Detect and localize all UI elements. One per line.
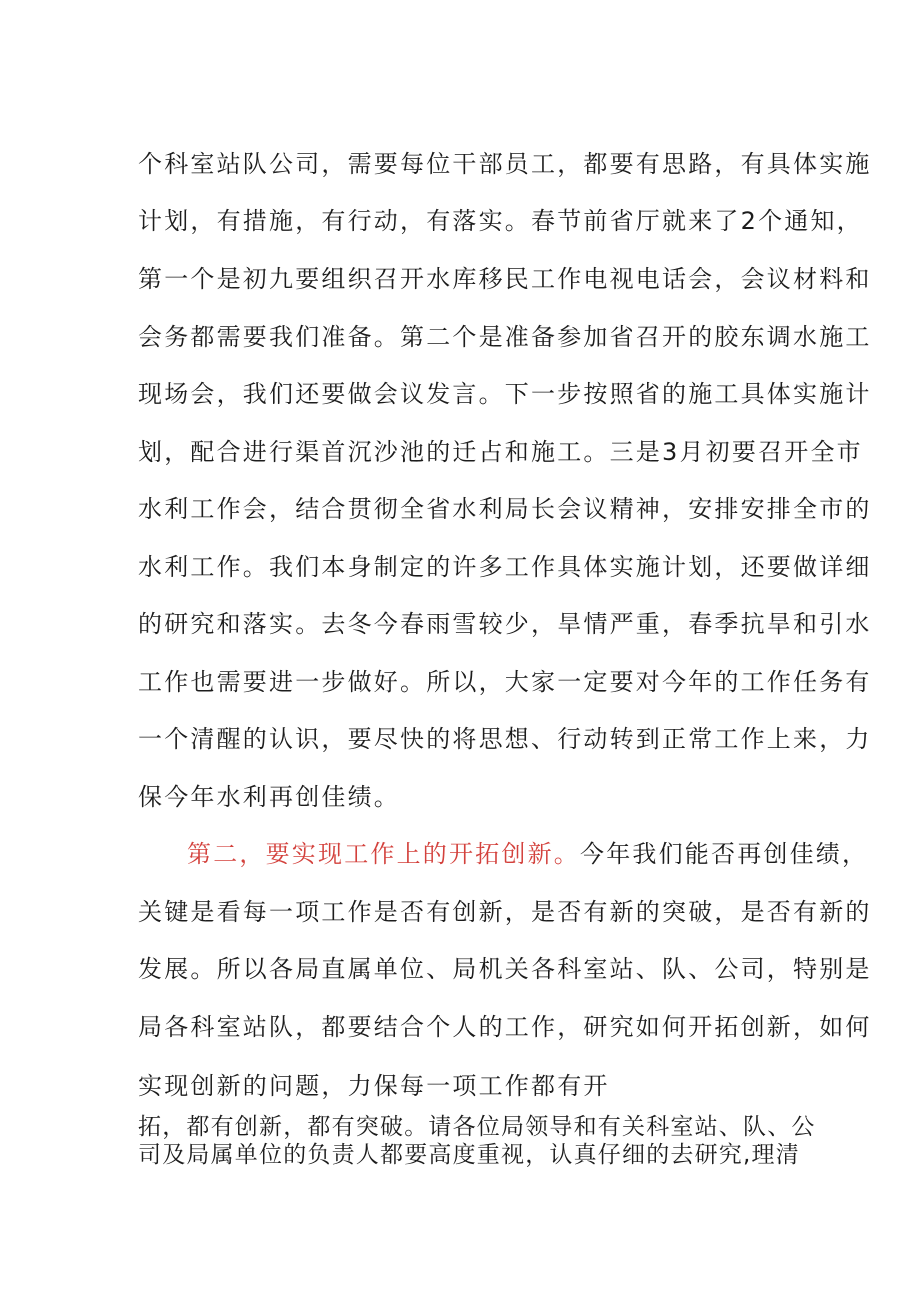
text-line: 发展。所以各局直属单位、局机关各科室站、队、公司，特别是 xyxy=(138,955,872,983)
text-line: 关键是看每一项工作是否有创新，是否有新的突破，是否有新的 xyxy=(138,898,872,926)
text-line: 拓，都有创新，都有突破。请各位局领导和有关科室站、队、公 xyxy=(138,1114,816,1140)
text-line: 第一个是初九要组织召开水库移民工作电视电话会，会议材料和 xyxy=(138,265,872,293)
text-line: 局各科室站队，都要结合个人的工作，研究如何开拓创新，如何 xyxy=(138,1013,872,1041)
text-line: 保今年水利再创佳绩。 xyxy=(138,783,400,811)
text-span: 今年我们能否再创佳绩， xyxy=(580,840,869,868)
text-line: 计划，有措施，有行动，有落实。春节前省厅就来了2个通知， xyxy=(138,207,863,235)
text-line: 一个清醒的认识，要尽快的将思想、行动转到正常工作上来，力 xyxy=(138,725,872,753)
text-line: 现场会，我们还要做会议发言。下一步按照省的施工具体实施计 xyxy=(138,380,872,408)
text-line: 会务都需要我们准备。第二个是准备参加省召开的胶东调水施工 xyxy=(138,323,872,351)
text-line: 水利工作。我们本身制定的许多工作具体实施计划，还要做详细 xyxy=(138,553,872,581)
text-line: 司及局属单位的负责人都要高度重视，认真仔细的去研究,理清 xyxy=(138,1142,800,1168)
text-line: 水利工作会，结合贯彻全省水利局长会议精神，安排安排全市的 xyxy=(138,495,872,523)
section-first-line xyxy=(187,837,868,871)
text-line: 个科室站队公司，需要每位干部员工，都要有思路，有具体实施 xyxy=(138,150,872,178)
text-line: 划，配合进行渠首沉沙池的迁占和施工。三是3月初要召开全市 xyxy=(138,438,863,466)
text-line: 工作也需要进一步做好。所以，大家一定要对今年的工作任务有 xyxy=(138,668,872,696)
text-line: 实现创新的问题，力保每一项工作都有开 xyxy=(138,1072,610,1100)
text-line: 的研究和落实。去冬今春雨雪较少，旱情严重，春季抗旱和引水 xyxy=(138,610,872,638)
section-heading: 第二，要实现工作上的开拓创新。 xyxy=(187,840,580,868)
